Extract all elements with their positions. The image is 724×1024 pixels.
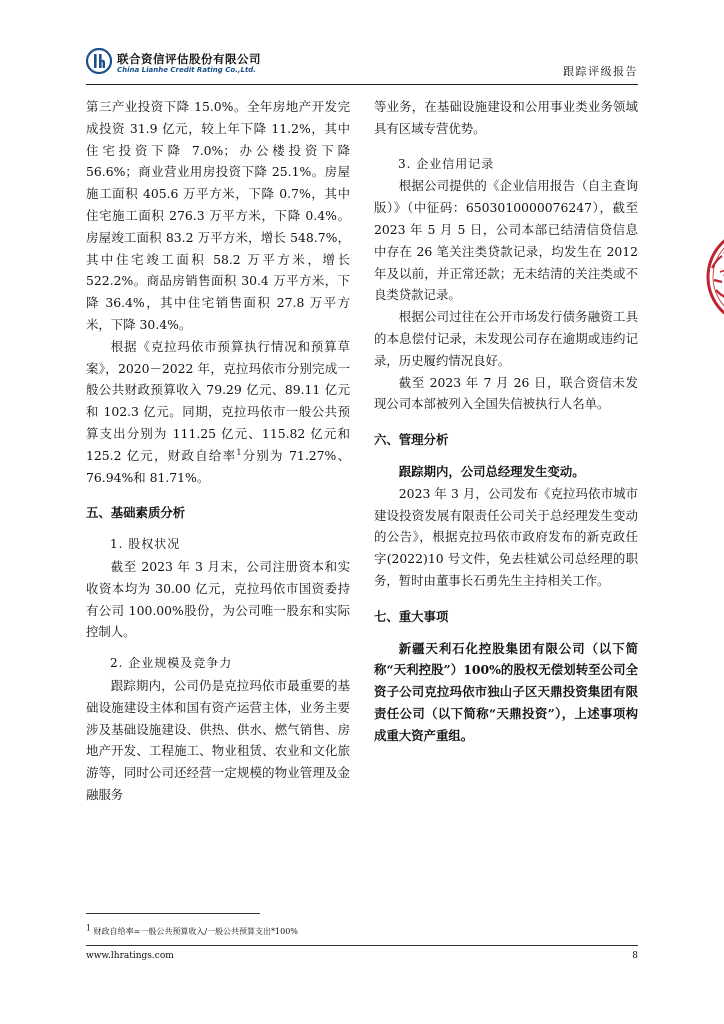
company-logo-icon — [86, 48, 112, 74]
paragraph-major-event: 新疆天利石化控股集团有限公司（以下简称“天利控股”）100%的股权无偿划转至公司全资子公司克拉玛依市独山子区天鼎投资集团有限责任公司（以下简称“天鼎投资”），上述事项构成重大资产重组。 — [374, 640, 638, 743]
paragraph-fiscal — [86, 336, 350, 489]
footer-divider — [86, 945, 638, 946]
footnote — [86, 923, 298, 937]
section-7-title: 七、重大事项 — [374, 608, 449, 624]
paragraph-equity: 截至 2023 年 3 月末，公司注册资本和实收资本均为 30.00 亿元，克拉玛依市国资委持有公司 100.00%股份，为公司唯一股东和实际控制人。 — [86, 558, 350, 640]
paragraph-credit-report: 根据公司提供的《企业信用报告（自主查询版）》（中征码：6503010000076247），截至 2023 年 5 月 5 日，公司本部已结清信贷信息中存在 26 笔关注类贷款记录，均发生在 2012 年及以前，并正常还款；无未结清的关注类或不良类贷款记录。 — [374, 178, 638, 303]
footnote-mark: 1 — [86, 923, 92, 933]
paragraph-repayment: 根据公司过往在公开市场发行债务融资工具的本息偿付记录，未发现公司存在逾期或违约记录，历史履约情况良好。 — [374, 309, 638, 368]
paragraph-real-estate: 第三产业投资下降 15.0%。全年房地产开发完成投资 31.9 亿元，较上年下降 11.2%，其中住宅投资下降 7.0%；办公楼投资下降 56.6%；商业营业用房投资下降 25.1%。房屋施工面积 405.6 万平方米，下降 0.7%，其中住宅施工面积 276.3 万平方米，下降 0.4%。房屋竣工面积 83.2 万平方米，增长 548.7%，其中住宅竣工面积 58.2 万平方米，增长 522.2%。商品房销售面积 30.4 万平方米，下降 36.4%，其中住宅销售面积 27.8 万平方米，下降 30.4%。 — [86, 99, 350, 332]
company-name: 联合资信评估股份有限公司 — [117, 52, 261, 66]
report-type: 跟踪评级报告 — [563, 65, 638, 78]
paragraph-fiscal-part2: 分别为 71.27%、76.94%和 81.71%。 — [86, 447, 350, 485]
footnote-divider — [86, 913, 260, 914]
footnote-ref: 1 — [236, 447, 242, 457]
section-6-title: 六、管理分析 — [374, 432, 449, 448]
paragraph-gm-announcement: 2023 年 3 月，公司发布《克拉玛依市城市建设投资发展有限责任公司关于总经理发生变动的公告》，根据克拉玛依市政府发布的新克政任字(2022)10 号文件，免去桂斌公司总经理的职务，暂时由董事长石勇先生主持相关工作。 — [374, 485, 638, 588]
subsection-2-title: 2. 企业规模及竞争力 — [110, 656, 233, 671]
paragraph-business-cont: 等业务，在基础设施建设和公用事业类业务领域具有区域专营优势。 — [374, 99, 638, 136]
header-divider — [86, 84, 638, 85]
paragraph-management-change: 跟踪期内，公司总经理发生变动。 — [398, 463, 585, 479]
company-seal-stamp — [698, 222, 724, 332]
paragraph-scale: 跟踪期内，公司仍是克拉玛依市最重要的基础设施建设主体和国有资产运营主体，业务主要涉及基础设施建设、供热、供水、燃气销售、房地产开发、工程施工、物业租赁、农业和文化旅游等，同时公司还经营一定规模的物业管理及金融服务 — [86, 677, 350, 802]
page-number: 8 — [632, 951, 638, 961]
footer-url: www.lhratings.com — [86, 951, 174, 961]
section-5-title: 五、基础素质分析 — [86, 505, 186, 521]
company-name-en: China Lianhe Credit Rating Co.,Ltd. — [117, 66, 256, 74]
left-column — [86, 96, 350, 806]
subsection-1-title: 1. 股权状况 — [110, 537, 181, 552]
footnote-text: 财政自给率=一般公共预算收入/一般公共预算支出*100% — [93, 927, 298, 936]
subsection-3-title: 3. 企业信用记录 — [398, 156, 495, 171]
paragraph-dishonest-list: 截至 2023 年 7 月 26 日，联合资信未发现公司本部被列入全国失信被执行人名单。 — [374, 374, 638, 412]
paragraph-fiscal-part1: 根据《克拉玛依市预算执行情况和预算草案》，2020－2022 年，克拉玛依市分别完成一般公共财政预算收入 79.29 亿元、89.11 亿元和 102.3 亿元。同期，克拉玛依市一般公共预算支出分别为 111.25 亿元、115.82 亿元和 125.2 亿元，财政自给率 — [86, 338, 350, 463]
right-column — [374, 96, 638, 747]
